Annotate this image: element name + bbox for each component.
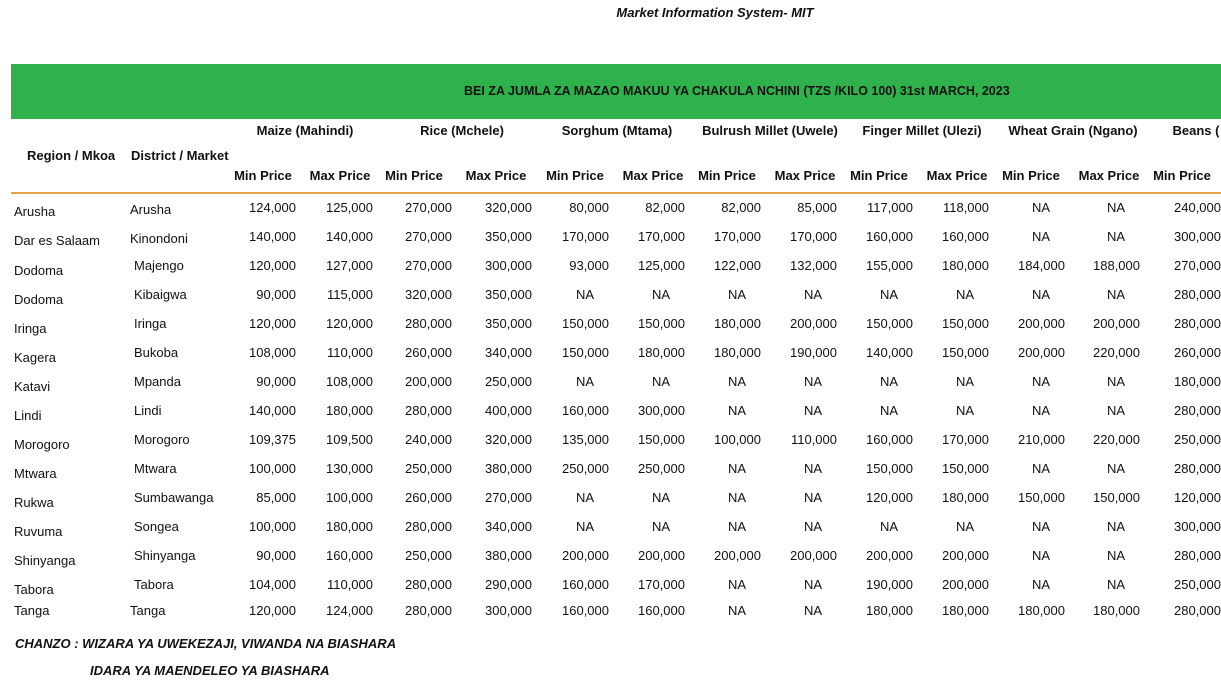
price-cell: NA: [727, 461, 747, 476]
price-cell: 280,000: [1174, 403, 1221, 418]
price-cell: 270,000: [405, 229, 452, 244]
price-cell: 117,000: [866, 200, 913, 215]
price-cell: NA: [955, 287, 975, 302]
price-cell: NA: [879, 374, 899, 389]
price-cell: NA: [575, 374, 595, 389]
price-cell: 120,000: [1174, 490, 1221, 505]
price-cell: 118,000: [942, 200, 989, 215]
price-cell: 170,000: [942, 432, 989, 447]
price-cell: 82,000: [645, 200, 685, 215]
district-cell: Arusha: [130, 202, 172, 217]
price-cell: 160,000: [562, 403, 609, 418]
price-cell: 150,000: [1093, 490, 1140, 505]
crop-header: Maize (Mahindi): [256, 123, 354, 138]
price-cell: 184,000: [1018, 258, 1065, 273]
price-cell: 290,000: [485, 577, 532, 592]
price-cell: 340,000: [485, 345, 532, 360]
price-cell: 180,000: [1093, 603, 1140, 618]
price-cell: 350,000: [485, 287, 532, 302]
price-cell: 280,000: [1174, 316, 1221, 331]
price-cell: NA: [955, 403, 975, 418]
price-cell: 270,000: [485, 490, 532, 505]
crop-header: Wheat Grain (Ngano): [1008, 123, 1138, 138]
price-cell: NA: [803, 577, 823, 592]
region-cell: Katavi: [14, 379, 51, 394]
price-cell: 120,000: [866, 490, 913, 505]
price-cell: 110,000: [326, 345, 373, 360]
price-cell: NA: [803, 374, 823, 389]
price-cell: NA: [1031, 200, 1051, 215]
price-cell: 140,000: [866, 345, 913, 360]
price-cell: NA: [1106, 374, 1126, 389]
price-cell: 200,000: [638, 548, 685, 563]
district-cell: Majengo: [134, 258, 184, 273]
price-cell: 109,375: [249, 432, 296, 447]
crop-header: Beans (: [1172, 123, 1220, 138]
price-cell: 160,000: [638, 603, 685, 618]
price-cell: 90,000: [256, 374, 296, 389]
region-cell: Mtwara: [14, 466, 57, 481]
price-cell: NA: [1106, 200, 1126, 215]
price-cell: NA: [575, 287, 595, 302]
price-cell: 160,000: [562, 577, 609, 592]
price-cell: 200,000: [790, 316, 837, 331]
price-cell: NA: [803, 287, 823, 302]
price-cell: 300,000: [1174, 519, 1221, 534]
region-cell: Dodoma: [14, 292, 64, 307]
price-cell: 160,000: [326, 548, 373, 563]
price-cell: 320,000: [485, 432, 532, 447]
price-cell: 180,000: [714, 316, 761, 331]
district-cell: Tanga: [130, 603, 166, 618]
price-cell: NA: [803, 403, 823, 418]
max-price-header: Max Price: [309, 168, 371, 183]
price-cell: 300,000: [638, 403, 685, 418]
price-cell: 180,000: [942, 603, 989, 618]
price-cell: NA: [1031, 287, 1051, 302]
price-cell: 350,000: [485, 316, 532, 331]
price-cell: 270,000: [405, 200, 452, 215]
price-cell: 150,000: [942, 345, 989, 360]
price-cell: 170,000: [638, 229, 685, 244]
price-cell: 85,000: [797, 200, 837, 215]
price-cell: 120,000: [249, 258, 296, 273]
department-line: IDARA YA MAENDELEO YA BIASHARA: [90, 663, 330, 678]
min-price-header: Min Price: [1002, 168, 1060, 183]
price-cell: 150,000: [942, 461, 989, 476]
price-cell: 150,000: [638, 432, 685, 447]
district-cell: Lindi: [134, 403, 162, 418]
district-column-header: District / Market: [131, 148, 229, 163]
price-cell: 350,000: [485, 229, 532, 244]
price-cell: 180,000: [1018, 603, 1065, 618]
price-cell: 190,000: [866, 577, 913, 592]
region-cell: Shinyanga: [14, 553, 76, 568]
region-cell: Rukwa: [14, 495, 54, 510]
price-cell: NA: [727, 403, 747, 418]
region-cell: Arusha: [14, 204, 56, 219]
price-cell: 250,000: [1174, 432, 1221, 447]
min-price-header: Min Price: [698, 168, 756, 183]
price-cell: 122,000: [714, 258, 761, 273]
price-cell: 260,000: [1174, 345, 1221, 360]
price-cell: 115,000: [326, 287, 373, 302]
district-cell: Kinondoni: [130, 231, 188, 246]
district-cell: Songea: [134, 519, 179, 534]
price-cell: 124,000: [326, 603, 373, 618]
price-cell: 100,000: [326, 490, 373, 505]
price-cell: NA: [1031, 229, 1051, 244]
price-cell: 140,000: [249, 229, 296, 244]
price-cell: 140,000: [249, 403, 296, 418]
price-cell: NA: [727, 490, 747, 505]
price-cell: 100,000: [714, 432, 761, 447]
district-cell: Mpanda: [134, 374, 181, 389]
price-cell: NA: [803, 519, 823, 534]
price-cell: 240,000: [405, 432, 452, 447]
price-cell: 280,000: [405, 603, 452, 618]
price-cell: 93,000: [569, 258, 609, 273]
price-cell: 150,000: [562, 345, 609, 360]
price-cell: 200,000: [866, 548, 913, 563]
table-title: BEI ZA JUMLA ZA MAZAO MAKUU YA CHAKULA NCHINI (TZS /KILO 100) 31st MARCH, 2023: [464, 84, 1010, 98]
price-cell: 200,000: [714, 548, 761, 563]
price-cell: NA: [1031, 403, 1051, 418]
price-cell: NA: [803, 603, 823, 618]
price-cell: 120,000: [249, 316, 296, 331]
max-price-header: Max Price: [926, 168, 988, 183]
region-cell: Iringa: [14, 321, 47, 336]
price-cell: NA: [955, 519, 975, 534]
price-cell: 180,000: [942, 258, 989, 273]
price-cell: 160,000: [942, 229, 989, 244]
price-cell: 127,000: [326, 258, 373, 273]
price-cell: NA: [1031, 461, 1051, 476]
price-cell: NA: [879, 403, 899, 418]
price-cell: NA: [1031, 519, 1051, 534]
price-cell: 400,000: [485, 403, 532, 418]
price-cell: 82,000: [721, 200, 761, 215]
crop-header: Rice (Mchele): [420, 123, 504, 138]
price-cell: NA: [1106, 403, 1126, 418]
price-cell: 280,000: [405, 316, 452, 331]
price-cell: 250,000: [405, 461, 452, 476]
price-cell: 250,000: [405, 548, 452, 563]
price-cell: 320,000: [485, 200, 532, 215]
price-cell: 130,000: [326, 461, 373, 476]
crop-header: Bulrush Millet (Uwele): [702, 123, 838, 138]
price-cell: 250,000: [485, 374, 532, 389]
crop-header: Finger Millet (Ulezi): [862, 123, 982, 138]
price-cell: 200,000: [942, 577, 989, 592]
max-price-header: Max Price: [622, 168, 684, 183]
price-cell: 380,000: [485, 548, 532, 563]
crop-header: Sorghum (Mtama): [561, 123, 673, 138]
min-price-header: Min Price: [850, 168, 908, 183]
price-cell: NA: [1031, 577, 1051, 592]
region-cell: Ruvuma: [14, 524, 63, 539]
price-cell: 108,000: [249, 345, 296, 360]
region-cell: Lindi: [14, 408, 42, 423]
district-cell: Sumbawanga: [134, 490, 214, 505]
price-cell: NA: [1106, 519, 1126, 534]
price-cell: 132,000: [790, 258, 837, 273]
max-price-header: Max Price: [1078, 168, 1140, 183]
price-cell: 140,000: [326, 229, 373, 244]
price-cell: NA: [1031, 548, 1051, 563]
price-cell: 200,000: [1093, 316, 1140, 331]
district-cell: Kibaigwa: [134, 287, 187, 302]
price-cell: NA: [1031, 374, 1051, 389]
price-cell: NA: [727, 577, 747, 592]
price-cell: 150,000: [866, 461, 913, 476]
price-cell: 250,000: [562, 461, 609, 476]
district-cell: Iringa: [134, 316, 167, 331]
price-cell: 85,000: [256, 490, 296, 505]
price-cell: 100,000: [249, 461, 296, 476]
region-cell: Dodoma: [14, 263, 64, 278]
price-cell: 300,000: [1174, 229, 1221, 244]
price-cell: 170,000: [638, 577, 685, 592]
price-cell: 160,000: [866, 229, 913, 244]
price-cell: NA: [879, 519, 899, 534]
price-cell: 180,000: [866, 603, 913, 618]
price-cell: 150,000: [562, 316, 609, 331]
price-cell: 120,000: [249, 603, 296, 618]
price-cell: 109,500: [326, 432, 373, 447]
price-cell: NA: [727, 603, 747, 618]
district-cell: Mtwara: [134, 461, 177, 476]
price-cell: 180,000: [942, 490, 989, 505]
region-cell: Dar es Salaam: [14, 233, 100, 248]
price-cell: 170,000: [562, 229, 609, 244]
price-cell: 220,000: [1093, 432, 1140, 447]
price-cell: NA: [651, 287, 671, 302]
price-cell: 180,000: [638, 345, 685, 360]
price-cell: 270,000: [1174, 258, 1221, 273]
min-price-header: Min Price: [385, 168, 443, 183]
price-cell: 300,000: [485, 603, 532, 618]
price-cell: 220,000: [1093, 345, 1140, 360]
price-cell: 160,000: [866, 432, 913, 447]
min-price-header: Min Price: [546, 168, 604, 183]
price-cell: 200,000: [1018, 345, 1065, 360]
price-cell: NA: [1106, 577, 1126, 592]
price-cell: 280,000: [1174, 603, 1221, 618]
price-cell: 280,000: [405, 519, 452, 534]
price-cell: 260,000: [405, 345, 452, 360]
district-cell: Morogoro: [134, 432, 190, 447]
region-cell: Morogoro: [14, 437, 70, 452]
price-cell: 240,000: [1174, 200, 1221, 215]
min-price-header: Min Price: [234, 168, 292, 183]
price-cell: 260,000: [405, 490, 452, 505]
price-cell: NA: [651, 519, 671, 534]
price-cell: NA: [1106, 229, 1126, 244]
max-price-header: Max Price: [774, 168, 836, 183]
price-cell: NA: [651, 490, 671, 505]
price-cell: 125,000: [326, 200, 373, 215]
price-cell: 200,000: [790, 548, 837, 563]
price-cell: 280,000: [405, 577, 452, 592]
price-cell: 155,000: [866, 258, 913, 273]
price-cell: 135,000: [562, 432, 609, 447]
price-cell: 250,000: [1174, 577, 1221, 592]
price-cell: 124,000: [249, 200, 296, 215]
price-cell: NA: [879, 287, 899, 302]
header-rule: [11, 192, 1221, 194]
region-column-header: Region / Mkoa: [27, 148, 116, 163]
price-cell: NA: [727, 287, 747, 302]
price-cell: 125,000: [638, 258, 685, 273]
price-cell: 150,000: [1018, 490, 1065, 505]
price-cell: 250,000: [638, 461, 685, 476]
price-cell: NA: [803, 461, 823, 476]
price-cell: 190,000: [790, 345, 837, 360]
max-price-header: Max Price: [465, 168, 527, 183]
price-cell: 120,000: [326, 316, 373, 331]
price-cell: 180,000: [714, 345, 761, 360]
price-cell: 110,000: [790, 432, 837, 447]
price-cell: NA: [727, 519, 747, 534]
price-cell: 180,000: [326, 519, 373, 534]
price-cell: 100,000: [249, 519, 296, 534]
price-cell: 180,000: [1174, 374, 1221, 389]
region-cell: Kagera: [14, 350, 56, 365]
price-cell: 210,000: [1018, 432, 1065, 447]
price-cell: 90,000: [256, 548, 296, 563]
price-cell: NA: [1106, 287, 1126, 302]
price-cell: 160,000: [562, 603, 609, 618]
price-cell: 270,000: [405, 258, 452, 273]
price-cell: 170,000: [714, 229, 761, 244]
price-cell: 170,000: [790, 229, 837, 244]
price-cell: 200,000: [1018, 316, 1065, 331]
price-cell: 188,000: [1093, 258, 1140, 273]
price-cell: NA: [1106, 461, 1126, 476]
price-cell: 280,000: [1174, 287, 1221, 302]
source-line: CHANZO : WIZARA YA UWEKEZAJI, VIWANDA NA BIASHARA: [15, 636, 397, 651]
district-cell: Shinyanga: [134, 548, 196, 563]
price-cell: 320,000: [405, 287, 452, 302]
district-cell: Tabora: [134, 577, 174, 592]
price-cell: 280,000: [405, 403, 452, 418]
price-cell: 150,000: [638, 316, 685, 331]
price-cell: NA: [651, 374, 671, 389]
price-cell: 150,000: [866, 316, 913, 331]
price-cell: NA: [803, 490, 823, 505]
price-cell: 280,000: [1174, 461, 1221, 476]
price-cell: 104,000: [249, 577, 296, 592]
district-cell: Bukoba: [134, 345, 179, 360]
region-cell: Tanga: [14, 603, 50, 618]
price-cell: 90,000: [256, 287, 296, 302]
price-cell: 280,000: [1174, 548, 1221, 563]
price-cell: NA: [575, 519, 595, 534]
page-title: Market Information System- MIT: [616, 5, 814, 20]
price-cell: 200,000: [942, 548, 989, 563]
price-cell: 300,000: [485, 258, 532, 273]
price-cell: 340,000: [485, 519, 532, 534]
region-cell: Tabora: [14, 582, 54, 597]
min-price-header: Min Price: [1153, 168, 1211, 183]
price-cell: 380,000: [485, 461, 532, 476]
price-cell: 80,000: [569, 200, 609, 215]
price-cell: NA: [727, 374, 747, 389]
price-cell: NA: [955, 374, 975, 389]
price-cell: 108,000: [326, 374, 373, 389]
price-cell: NA: [575, 490, 595, 505]
price-cell: 200,000: [405, 374, 452, 389]
price-cell: 200,000: [562, 548, 609, 563]
price-cell: NA: [1106, 548, 1126, 563]
price-cell: 150,000: [942, 316, 989, 331]
price-cell: 110,000: [326, 577, 373, 592]
price-cell: 180,000: [326, 403, 373, 418]
